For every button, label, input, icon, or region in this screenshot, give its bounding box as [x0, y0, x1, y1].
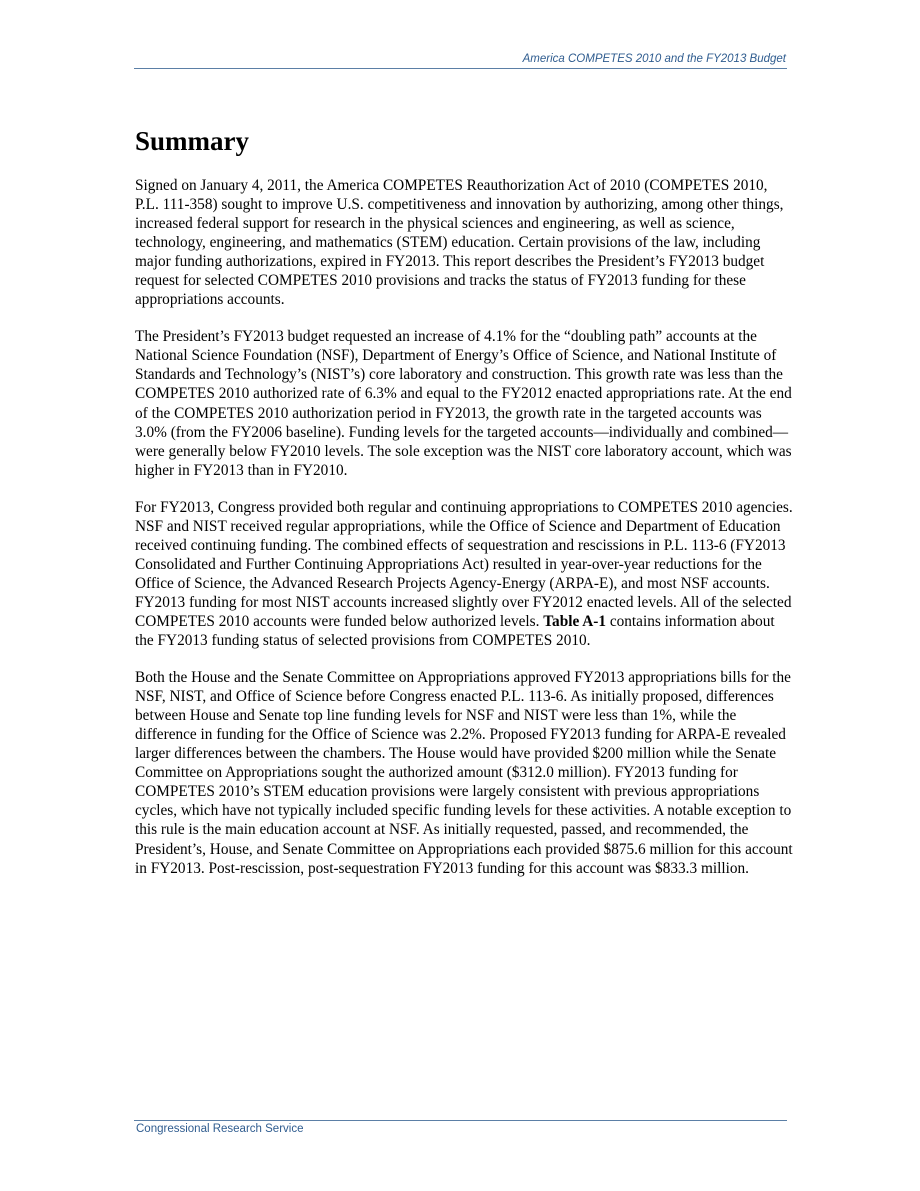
running-header-title: America COMPETES 2010 and the FY2013 Budget	[522, 53, 786, 65]
summary-paragraph-1: Signed on January 4, 2011, the America COMPETES Reauthorization Act of 2010 (COMPETES 2010, P.L. 111-358) sought to improve U.S. competitiveness and innovation by authorizing, among other things, increased federal support for research in the physical sciences and engineering, as well as science, technology, engineering, and mathematics (STEM) education. Certain provisions of the law, including major funding authorizations, expired in FY2013. This report describes the President’s FY2013 budget request for selected COMPETES 2010 provisions and tracks the status of FY2013 funding for these appropriations accounts.	[135, 177, 784, 309]
footer-publisher: Congressional Research Service	[136, 1123, 304, 1135]
paragraph-3-text-a: For FY2013, Congress provided both regular and continuing appropriations to COMPETES 2010 agencies. NSF and NIST received regular appropriations, while the Office of Science and Department of Education received continuing funding. The combined effects of sequestration and rescissions in P.L. 113-6 (FY2013 Consolidated and Further Continuing Appropriations Act) resulted in year-over-year reductions for the Office of Science, the Advanced Research Projects Agency-Energy (ARPA-E), and most NSF accounts. FY2013 funding for most NIST accounts increased slightly over FY2012 enacted levels. All of the selected COMPETES 2010 accounts were funded below authorized levels.	[135, 498, 793, 630]
footer-divider	[134, 1120, 787, 1121]
table-a1-reference: Table A-1	[543, 612, 607, 630]
header-divider	[134, 68, 787, 69]
summary-paragraph-2: The President’s FY2013 budget requested an increase of 4.1% for the “doubling path” accounts at the National Science Foundation (NSF), Department of Energy’s Office of Science, and National Institute of Standards and Technology’s (NIST’s) core laboratory and construction. This growth rate was less than the COMPETES 2010 authorized rate of 6.3% and equal to the FY2012 enacted appropriations rate. At the end of the COMPETES 2010 authorization period in FY2013, the growth rate in the targeted accounts was 3.0% (from the FY2006 baseline). Funding levels for the targeted accounts—individually and combined—were generally below FY2010 levels. The sole exception was the NIST core laboratory account, which was higher in FY2013 than in FY2010.	[135, 328, 792, 479]
section-title: Summary	[135, 126, 249, 156]
paragraph-3-text-b: contains information about the FY2013 funding status of selected provisions from COMPETES 2010.	[135, 612, 775, 650]
summary-body	[135, 176, 795, 896]
summary-paragraph-4: Both the House and the Senate Committee on Appropriations approved FY2013 appropriations bills for the NSF, NIST, and Office of Science before Congress enacted P.L. 113-6. As initially proposed, differences between House and Senate top line funding levels for NSF and NIST were less than 1%, while the difference in funding for the Office of Science was 2.2%. Proposed FY2013 funding for ARPA-E revealed larger differences between the chambers. The House would have provided $200 million while the Senate Committee on Appropriations sought the authorized amount ($312.0 million). FY2013 funding for COMPETES 2010’s STEM education provisions were largely consistent with previous appropriations cycles, which have not typically included specific funding levels for these activities. A notable exception to this rule is the main education account at NSF. As initially requested, passed, and recommended, the President’s, House, and Senate Committee on Appropriations each provided $875.6 million for this account in FY2013. Post-rescission, post-sequestration FY2013 funding for this account was $833.3 million.	[135, 669, 793, 877]
summary-paragraph-3	[135, 498, 795, 650]
